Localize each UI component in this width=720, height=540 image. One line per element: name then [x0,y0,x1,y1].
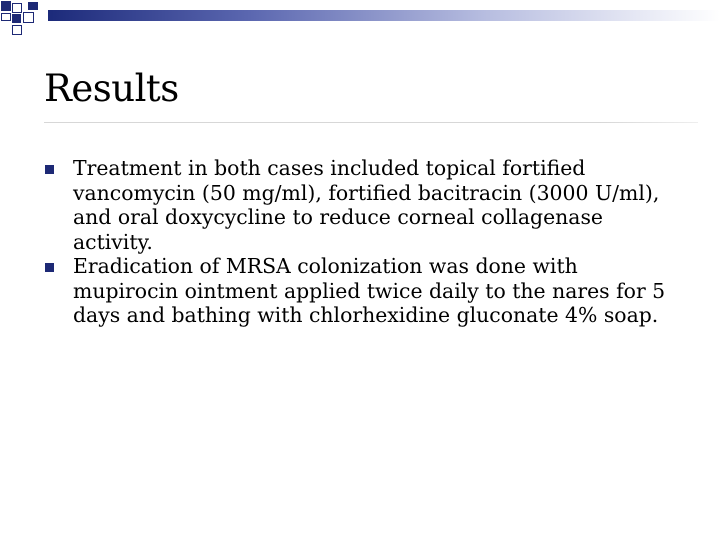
bullet-item [44,254,680,328]
bullet-item [44,156,680,254]
header-decoration [0,0,720,40]
decorative-square-icon [1,1,11,11]
square-bullet-icon [45,263,54,272]
square-bullet-icon [45,165,54,174]
header-gradient-bar [48,10,720,21]
decorative-square-icon [28,2,38,10]
decorative-square-icon [1,13,11,21]
slide-title: Results [44,67,179,110]
decorative-square-icon [12,14,21,23]
title-divider [44,122,698,123]
bullet-text: Eradication of MRSA colonization was done with mupirocin ointment applied twice daily to the nares for 5 days and bathing with chlorhexidine gluconate 4% soap. [73,254,666,327]
bullet-text: Treatment in both cases included topical fortified vancomycin (50 mg/ml), fortified bacitracin (3000 U/ml), and oral doxycycline to reduce corneal collagenase activity. [73,156,660,254]
bullet-list [44,156,680,328]
decorative-square-icon [12,25,22,35]
decorative-square-icon [12,3,22,13]
decorative-square-icon [23,12,34,23]
